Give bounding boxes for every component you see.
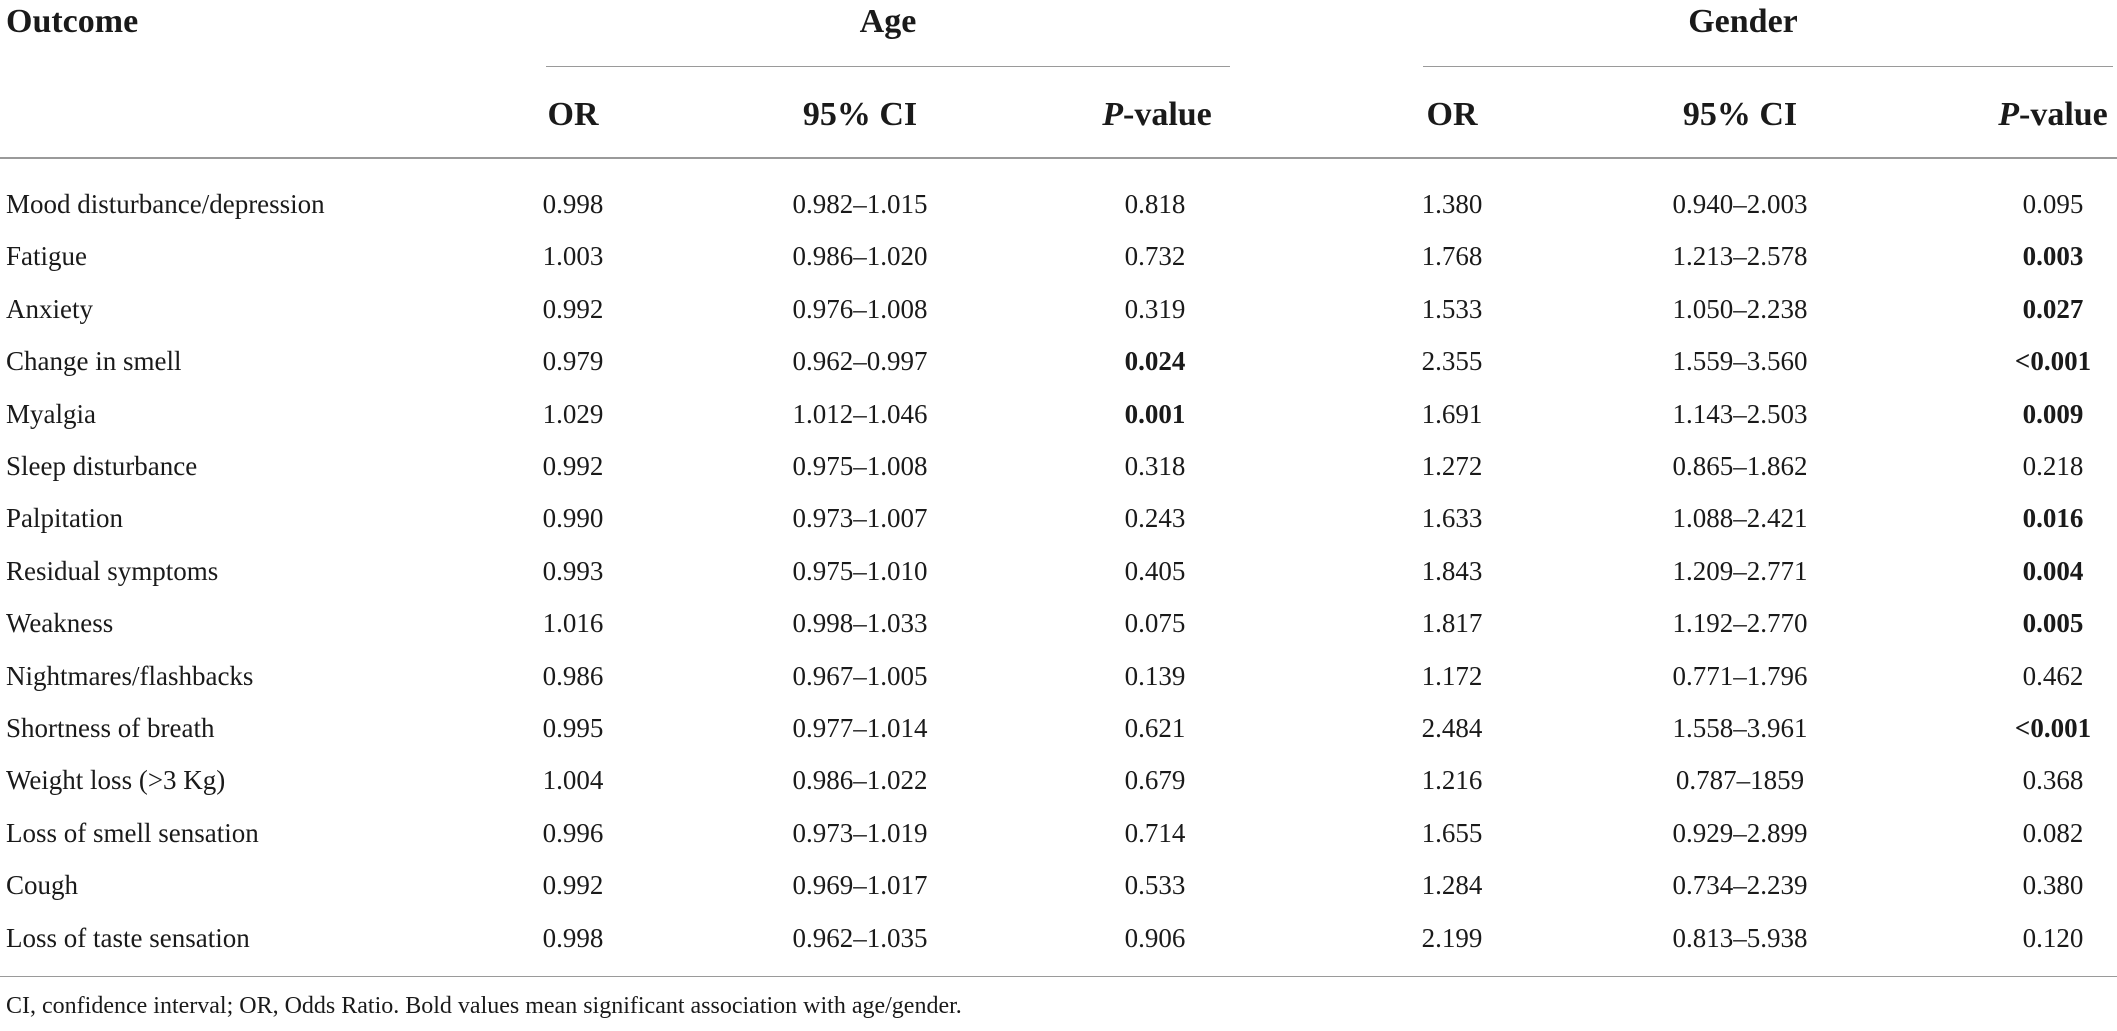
gender-or-cell: 1.655 xyxy=(1421,818,1483,848)
header-rule xyxy=(0,157,2117,159)
outcome-cell: Sleep disturbance xyxy=(6,451,198,481)
age-p-cell: 0.405 xyxy=(1124,556,1186,586)
age-ci-cell: 0.962–1.035 xyxy=(792,923,928,953)
age-ci-cell: 0.976–1.008 xyxy=(792,294,928,324)
age-or-header: OR xyxy=(547,96,599,133)
age-ci-cell: 0.973–1.007 xyxy=(792,503,928,533)
gender-group-header: Gender xyxy=(1688,3,1798,40)
gender-or-cell: 2.484 xyxy=(1421,713,1483,743)
age-ci-cell: 0.982–1.015 xyxy=(792,189,928,219)
gender-or-header: OR xyxy=(1426,96,1478,133)
outcome-cell: Nightmares/flashbacks xyxy=(6,661,254,691)
gender-or-cell: 1.533 xyxy=(1421,294,1483,324)
age-or-cell: 0.998 xyxy=(542,189,604,219)
age-or-cell: 0.992 xyxy=(542,870,604,900)
gender-or-cell: 2.355 xyxy=(1421,346,1483,376)
age-or-cell: 0.990 xyxy=(542,503,604,533)
age-p-cell: 0.243 xyxy=(1124,503,1186,533)
outcome-cell: Fatigue xyxy=(6,241,87,271)
age-p-cell: 0.533 xyxy=(1124,870,1186,900)
age-p-cell: 0.679 xyxy=(1124,765,1186,795)
age-p-cell: 0.024 xyxy=(1124,346,1186,376)
gender-ci-cell: 1.192–2.770 xyxy=(1672,608,1808,638)
gender-or-cell: 1.691 xyxy=(1421,399,1483,429)
gender-or-cell: 2.199 xyxy=(1421,923,1483,953)
outcome-cell: Myalgia xyxy=(6,399,96,429)
gender-or-cell: 1.216 xyxy=(1421,765,1483,795)
outcome-cell: Residual symptoms xyxy=(6,556,219,586)
gender-p-cell: <0.001 xyxy=(2014,346,2092,376)
age-ci-cell: 0.975–1.010 xyxy=(792,556,928,586)
gender-ci-cell: 0.771–1.796 xyxy=(1672,661,1808,691)
age-or-cell: 1.004 xyxy=(542,765,604,795)
gender-ci-cell: 1.143–2.503 xyxy=(1672,399,1808,429)
gender-ci-cell: 0.940–2.003 xyxy=(1672,189,1808,219)
age-p-cell: 0.319 xyxy=(1124,294,1186,324)
age-or-cell: 0.998 xyxy=(542,923,604,953)
outcome-cell: Weight loss (>3 Kg) xyxy=(6,765,226,795)
age-or-cell: 0.992 xyxy=(542,451,604,481)
outcome-header: Outcome xyxy=(6,3,139,40)
age-or-cell: 1.016 xyxy=(542,608,604,638)
gender-p-cell: 0.004 xyxy=(2022,556,2084,586)
age-ci-cell: 0.969–1.017 xyxy=(792,870,928,900)
age-ci-cell: 0.998–1.033 xyxy=(792,608,928,638)
age-ci-cell: 0.973–1.019 xyxy=(792,818,928,848)
gender-p-cell: 0.005 xyxy=(2022,608,2084,638)
gender-p-cell: 0.120 xyxy=(2022,923,2084,953)
gender-p-cell: 0.027 xyxy=(2022,294,2084,324)
gender-p-cell: 0.009 xyxy=(2022,399,2084,429)
age-ci-header: 95% CI xyxy=(802,96,918,133)
age-group-underline xyxy=(546,66,1230,67)
gender-ci-cell: 1.209–2.771 xyxy=(1672,556,1808,586)
outcome-cell: Shortness of breath xyxy=(6,713,215,743)
p-italic: P xyxy=(1998,96,2019,133)
gender-or-cell: 1.633 xyxy=(1421,503,1483,533)
age-p-cell: 0.075 xyxy=(1124,608,1186,638)
age-or-cell: 0.993 xyxy=(542,556,604,586)
gender-p-cell: 0.082 xyxy=(2022,818,2084,848)
age-p-cell: 0.714 xyxy=(1124,818,1186,848)
age-ci-cell: 0.977–1.014 xyxy=(792,713,928,743)
age-ci-cell: 1.012–1.046 xyxy=(792,399,928,429)
gender-or-cell: 1.843 xyxy=(1421,556,1483,586)
age-ci-cell: 0.967–1.005 xyxy=(792,661,928,691)
gender-ci-cell: 0.813–5.938 xyxy=(1672,923,1808,953)
gender-p-cell: 0.003 xyxy=(2022,241,2084,271)
age-or-cell: 0.979 xyxy=(542,346,604,376)
age-or-cell: 1.003 xyxy=(542,241,604,271)
gender-p-header xyxy=(1998,95,2108,135)
age-p-cell: 0.818 xyxy=(1124,189,1186,219)
gender-ci-cell: 0.929–2.899 xyxy=(1672,818,1808,848)
outcome-cell: Palpitation xyxy=(6,503,123,533)
gender-ci-cell: 1.559–3.560 xyxy=(1672,346,1808,376)
outcome-cell: Anxiety xyxy=(6,294,93,324)
gender-or-cell: 1.817 xyxy=(1421,608,1483,638)
gender-p-cell: 0.016 xyxy=(2022,503,2084,533)
gender-ci-cell: 0.865–1.862 xyxy=(1672,451,1808,481)
gender-p-cell: <0.001 xyxy=(2014,713,2092,743)
age-group-header: Age xyxy=(859,3,917,40)
p-suffix: -value xyxy=(2019,96,2108,133)
gender-group-underline xyxy=(1423,66,2113,67)
age-ci-cell: 0.986–1.020 xyxy=(792,241,928,271)
p-italic: P xyxy=(1102,96,1123,133)
bottom-rule xyxy=(0,976,2117,977)
age-p-cell: 0.906 xyxy=(1124,923,1186,953)
gender-or-cell: 1.380 xyxy=(1421,189,1483,219)
outcome-cell: Cough xyxy=(6,870,79,900)
gender-or-cell: 1.284 xyxy=(1421,870,1483,900)
gender-ci-header: 95% CI xyxy=(1682,96,1798,133)
table-footnote: CI, confidence interval; OR, Odds Ratio. Bold values mean significant association with age/gender. xyxy=(6,993,962,1019)
age-or-cell: 0.986 xyxy=(542,661,604,691)
gender-ci-cell: 1.050–2.238 xyxy=(1672,294,1808,324)
gender-p-cell: 0.095 xyxy=(2022,189,2084,219)
gender-ci-cell: 1.213–2.578 xyxy=(1672,241,1808,271)
age-p-cell: 0.001 xyxy=(1124,399,1186,429)
gender-or-cell: 1.172 xyxy=(1421,661,1483,691)
gender-or-cell: 1.272 xyxy=(1421,451,1483,481)
gender-p-cell: 0.368 xyxy=(2022,765,2084,795)
outcome-cell: Loss of taste sensation xyxy=(6,923,250,953)
age-p-header xyxy=(1102,95,1212,135)
gender-p-cell: 0.380 xyxy=(2022,870,2084,900)
outcome-cell: Mood disturbance/depression xyxy=(6,189,325,219)
p-suffix: -value xyxy=(1123,96,1212,133)
age-ci-cell: 0.986–1.022 xyxy=(792,765,928,795)
gender-ci-cell: 0.787–1859 xyxy=(1675,765,1805,795)
age-p-cell: 0.732 xyxy=(1124,241,1186,271)
age-p-cell: 0.139 xyxy=(1124,661,1186,691)
gender-p-cell: 0.462 xyxy=(2022,661,2084,691)
age-ci-cell: 0.975–1.008 xyxy=(792,451,928,481)
outcome-cell: Change in smell xyxy=(6,346,182,376)
age-or-cell: 0.992 xyxy=(542,294,604,324)
outcome-cell: Loss of smell sensation xyxy=(6,818,259,848)
age-p-cell: 0.318 xyxy=(1124,451,1186,481)
gender-or-cell: 1.768 xyxy=(1421,241,1483,271)
age-ci-cell: 0.962–0.997 xyxy=(792,346,928,376)
gender-ci-cell: 0.734–2.239 xyxy=(1672,870,1808,900)
age-or-cell: 0.996 xyxy=(542,818,604,848)
outcome-cell: Weakness xyxy=(6,608,114,638)
gender-p-cell: 0.218 xyxy=(2022,451,2084,481)
age-p-cell: 0.621 xyxy=(1124,713,1186,743)
gender-ci-cell: 1.088–2.421 xyxy=(1672,503,1808,533)
age-or-cell: 1.029 xyxy=(542,399,604,429)
gender-ci-cell: 1.558–3.961 xyxy=(1672,713,1808,743)
age-or-cell: 0.995 xyxy=(542,713,604,743)
